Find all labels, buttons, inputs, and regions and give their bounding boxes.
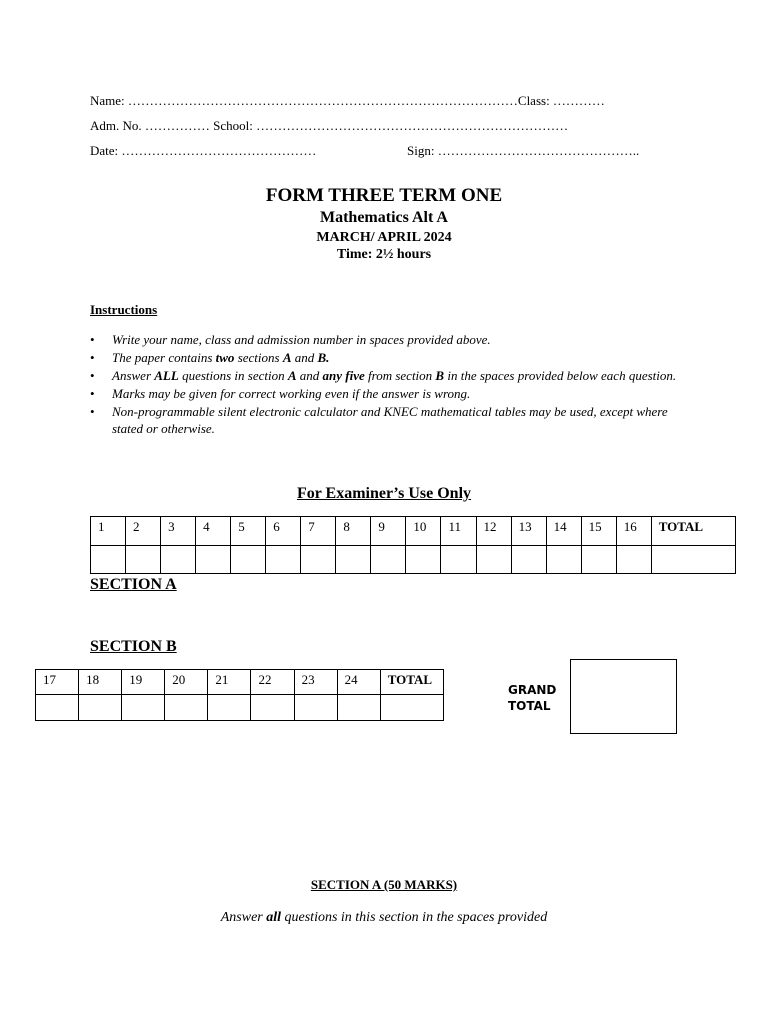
question-number-cell: 19 [122, 670, 165, 695]
total-header-cell: TOTAL [380, 670, 443, 695]
question-number-cell: 7 [301, 517, 336, 546]
score-cell[interactable] [511, 546, 546, 574]
score-cell[interactable] [337, 695, 380, 721]
score-cell[interactable] [406, 546, 441, 574]
score-cell[interactable] [266, 546, 301, 574]
score-cell[interactable] [441, 546, 476, 574]
question-number-cell: 24 [337, 670, 380, 695]
question-number-cell: 20 [165, 670, 208, 695]
date-line: Date: ……………………………………… [90, 143, 317, 158]
bullet-icon: • [90, 404, 95, 419]
question-number-cell: 12 [476, 517, 511, 546]
time-allowed: Time: 2½ hours [336, 247, 432, 262]
examiner-heading: For Examiner’s Use Only [296, 485, 472, 502]
grand-total-label [508, 682, 556, 714]
instruction-item [90, 385, 680, 402]
score-cell[interactable] [301, 546, 336, 574]
total-header-cell: TOTAL [651, 517, 735, 546]
instructions-list [90, 331, 680, 438]
question-number-cell: 21 [208, 670, 251, 695]
question-number-cell: 16 [616, 517, 651, 546]
question-number-cell: 9 [371, 517, 406, 546]
question-number-cell: 15 [581, 517, 616, 546]
instruction-text: Write your name, class and admission number in spaces provided above. [112, 332, 491, 347]
instruction-item [90, 403, 680, 437]
grand-total-line2: TOTAL [508, 699, 551, 713]
section-a-heading: SECTION A (50 MARKS) [310, 877, 458, 892]
score-cell[interactable] [91, 546, 126, 574]
instruction-text: Answer ALL questions in section A and any five from section B in the spaces provided below each question. [112, 368, 677, 383]
question-number-cell: 22 [251, 670, 294, 695]
score-cell[interactable] [79, 695, 122, 721]
instruction-item [90, 349, 680, 366]
instruction-text: The paper contains two sections A and B. [112, 350, 330, 365]
score-cell[interactable] [122, 695, 165, 721]
question-number-cell: 3 [161, 517, 196, 546]
score-cell[interactable] [581, 546, 616, 574]
score-cell[interactable] [231, 546, 266, 574]
bullet-icon: • [90, 350, 95, 365]
bullet-icon: • [90, 368, 95, 383]
instruction-text: Marks may be given for correct working even if the answer is wrong. [112, 386, 471, 401]
question-number-cell: 14 [546, 517, 581, 546]
score-cell[interactable] [371, 546, 406, 574]
subject-title: Mathematics Alt A [320, 209, 448, 226]
section-a-instruction: Answer all questions in this section in the spaces provided [220, 910, 548, 925]
question-number-cell: 18 [79, 670, 122, 695]
question-number-cell: 1 [91, 517, 126, 546]
score-cell[interactable] [336, 546, 371, 574]
question-number-cell: 2 [126, 517, 161, 546]
section-b-marks-table [35, 669, 444, 721]
question-number-cell: 8 [336, 517, 371, 546]
total-score-cell[interactable] [651, 546, 735, 574]
total-score-cell[interactable] [380, 695, 443, 721]
score-cell[interactable] [165, 695, 208, 721]
score-cell[interactable] [251, 695, 294, 721]
name-class-line: Name: ………………………………………………………………………………Class: ………… [90, 93, 605, 108]
question-number-cell: 5 [231, 517, 266, 546]
adm-school-line: Adm. No. …………… School: ……………………………………………………………… [90, 118, 569, 133]
section-a-marks-table [90, 516, 736, 574]
session-title: MARCH/ APRIL 2024 [316, 230, 452, 245]
exam-title: FORM THREE TERM ONE [265, 185, 503, 206]
section-b-label: SECTION B [90, 638, 177, 655]
score-cell[interactable] [36, 695, 79, 721]
score-cell[interactable] [616, 546, 651, 574]
grand-total-line1: GRAND [508, 683, 557, 697]
instruction-text: Non-programmable silent electronic calculator and KNEC mathematical tables may be used, except where stated or otherwise. [112, 404, 668, 436]
section-a-label: SECTION A [90, 576, 177, 593]
question-number-cell: 13 [511, 517, 546, 546]
grand-total-box[interactable] [570, 659, 677, 734]
score-cell[interactable] [546, 546, 581, 574]
score-cell[interactable] [161, 546, 196, 574]
question-number-cell: 23 [294, 670, 337, 695]
question-number-cell: 11 [441, 517, 476, 546]
instructions-heading: Instructions [90, 302, 158, 317]
instruction-item [90, 367, 680, 384]
bullet-icon: • [90, 332, 95, 347]
question-number-cell: 17 [36, 670, 79, 695]
bullet-icon: • [90, 386, 95, 401]
score-cell[interactable] [196, 546, 231, 574]
score-cell[interactable] [208, 695, 251, 721]
question-number-cell: 10 [406, 517, 441, 546]
question-number-cell: 6 [266, 517, 301, 546]
instruction-item [90, 331, 680, 348]
question-number-cell: 4 [196, 517, 231, 546]
score-cell[interactable] [294, 695, 337, 721]
sign-line: Sign: ……………………………………….. [407, 143, 640, 158]
score-cell[interactable] [476, 546, 511, 574]
score-cell[interactable] [126, 546, 161, 574]
